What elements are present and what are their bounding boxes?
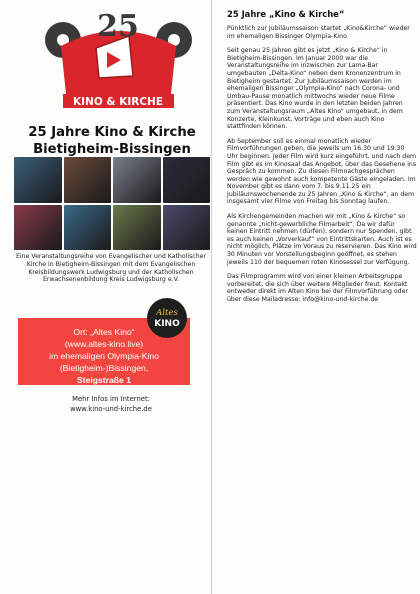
photo-tile (14, 157, 62, 203)
page-title (16, 124, 208, 158)
logo-name: KINO & KIRCHE (72, 96, 164, 108)
venue-line-4: (Bietigheim-)Bissingen, (59, 363, 149, 373)
article-paragraph-2: Seit genau 25 Jahren gibt es jetzt „Kino & Kirche“ in Bietigheim-Bissingen. Im Januar 2000 war die Veranstaltungsreihe im inzwischen zur Lama-Bar umgebauten „Delta-Kino“ neben dem Kronenzentrum in Bietigheim gestartet. Zur Jubiläumssaison werden im ehemaligen Bissinger „Olympia-Kino“ nach Corona- und Umbau-Pause monatlich mittwochs wieder neue Filme präsentiert. Das Kino wurde in den letzten beiden Jahren zum Veranstaltungsraum „Altes Kino“ umgebaut, in dem Konzerte, Kleinkunst, Vorträge und eben auch Kino stattfinden können. (227, 47, 403, 131)
venue-line-3: im ehemaligen Olympia-Kino (49, 351, 159, 361)
title-line-1: 25 Jahre Kino & Kirche (28, 125, 196, 140)
website-link[interactable]: www.kino-und-kirche.de (70, 404, 152, 413)
article-paragraph-1: Pünktlich zur Jubiläumssaison startet „Kino&Kirche“ wieder im ehemaligen Bissinger Olympia-Kino (227, 25, 410, 40)
venue-line-1: Ort: „Altes Kino“ (73, 327, 135, 337)
photo-tile (113, 157, 161, 203)
column-divider (211, 0, 212, 594)
badge-top-text: Altes (156, 308, 178, 318)
venue-line-5: Steigstraße 1 (77, 375, 131, 385)
photo-tile (113, 205, 161, 251)
article-paragraph-3: Ab September soll es einmal monatlich wieder Filmvorführungen geben, die jeweils um 16.30 und 19.30 Uhr beginnen. Jeder Film wird kurz eingeführt, und nach dem Film gibt es im Kinosaal das Angebot, über das Gesehene ins Gespräch zu kommen. Zu diesen Filmnachgesprächen werden wie gewohnt auch kompetente Gäste eingeladen. Im November gibt es dann vom 7. bis 9.11.25 ein Jubiläumswochenende zu 25 Jahren „Kino & Kirche“, an dem insgesamt vier Filme von Freitag bis Sonntag laufen. (227, 137, 417, 206)
altes-kino-badge (147, 298, 187, 338)
article-paragraph-5: Das Filmprogramm wird von einer kleinen Arbeitsgruppe vorbereitet, die sich über weitere Mitglieder freut. Kontakt entweder direkt im Alten Kino bei der Filmvorführung oder über diese Mailadresse: info@kino-und-kirche.de (227, 273, 408, 303)
logo-number: 25 (97, 9, 139, 44)
more-info (14, 395, 208, 414)
venue-line-2: (www.altes-kino.live) (64, 339, 144, 349)
photo-tile (64, 157, 112, 203)
organizer-description: Eine Veranstaltungsreihe von Evangelischer und Katholischer Kirche in Bietigheim-Bissingen mit dem Evangelischen Kreisbildungswerk Ludwigsburg und der Katholischen Erwachsenenbildung Kreis Ludwigsburg e.V. (16, 253, 206, 284)
kino-kirche-logo (41, 6, 196, 110)
title-line-2: Bietigheim-Bissingen (33, 142, 191, 157)
article-paragraph-4: Als Kirchengemeinden machen wir mit „Kino & Kirche“ so genannte „nicht-gewerbliche Filmarbeit“. Da wir dafür keinen Eintritt nehmen (dürfen), sondern nur Spenden, gibt es auch keinen „Vorverkauf“ von Eintrittskarten. Auch ist es nicht möglich, Plätze im Voraus zu reservieren. Das Kino wird 30 Minuten vor Vorstellungsbeginn geöffnet, es stehen jeweils 110 der bequemen roten Kinosessel zur Verfügung. (227, 213, 417, 266)
photo-tile (163, 157, 211, 203)
photo-collage (14, 157, 210, 250)
article-title: 25 Jahre „Kino & Kirche“ (227, 9, 345, 19)
more-info-label: Mehr Infos im Internet: (72, 395, 150, 403)
photo-tile (14, 205, 62, 251)
photo-tile (64, 205, 112, 251)
badge-bottom-text: KINO (154, 319, 180, 329)
article-column (227, 9, 417, 311)
photo-tile (163, 205, 211, 251)
